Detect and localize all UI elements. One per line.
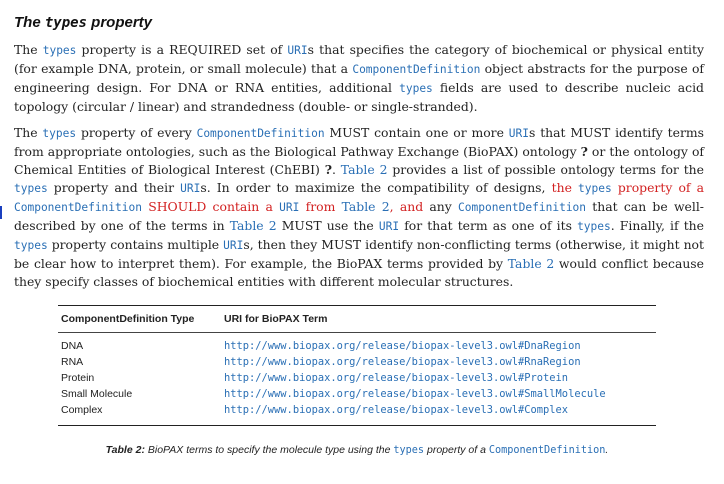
code-term: ComponentDefinition bbox=[488, 445, 606, 456]
table-2-link[interactable]: Table 2 bbox=[229, 218, 277, 233]
text-run: BioPAX terms to specify the molecule type using the bbox=[144, 444, 394, 456]
paragraph-1 bbox=[14, 41, 704, 116]
cell-uri[interactable]: http://www.biopax.org/release/biopax-level3.owl#DnaRegion bbox=[224, 340, 581, 352]
code-term: ComponentDefinition bbox=[458, 201, 587, 214]
code-term: types bbox=[399, 82, 433, 95]
cell-uri[interactable]: http://www.biopax.org/release/biopax-level3.owl#SmallMolecule bbox=[224, 388, 606, 400]
caption-label: Table 2: bbox=[105, 444, 145, 456]
text-run: ComponentDefinition bbox=[14, 201, 142, 214]
column-header-type: ComponentDefinition Type bbox=[58, 306, 221, 333]
text-run: the bbox=[551, 180, 579, 195]
table-2 bbox=[58, 305, 656, 456]
cell-type: DNA bbox=[61, 340, 84, 352]
text-run: The bbox=[14, 125, 43, 140]
biopax-terms-table bbox=[58, 305, 656, 426]
code-term: types bbox=[393, 445, 425, 456]
text-run: fields are used to describe nucleic acid topology (circular / linear) and strandedness (double- or single-stranded). bbox=[14, 80, 704, 114]
cell-uri[interactable]: http://www.biopax.org/release/biopax-level3.owl#Complex bbox=[221, 402, 656, 426]
code-term: URI bbox=[378, 220, 400, 233]
text-run: property and their bbox=[47, 180, 181, 195]
table-row bbox=[58, 402, 656, 426]
text-run: provides a list of possible ontology terms for the bbox=[387, 162, 704, 177]
section-heading bbox=[14, 14, 704, 31]
text-run: URI bbox=[279, 201, 300, 214]
text-run: property is a REQUIRED set of bbox=[76, 42, 288, 57]
table-row bbox=[58, 333, 656, 355]
text-run: property contains multiple bbox=[47, 237, 224, 252]
cell-type: Small Molecule bbox=[61, 388, 133, 400]
table-2-link[interactable]: Table 2 bbox=[341, 199, 390, 214]
cell-uri[interactable]: http://www.biopax.org/release/biopax-level3.owl#Protein bbox=[224, 372, 569, 384]
text-run: or the ontology of Chemical Entities of Biological Interest (ChEBI) bbox=[14, 144, 704, 177]
cell-type: RNA bbox=[61, 356, 84, 368]
code-term: types bbox=[42, 127, 77, 140]
text-run: SHOULD contain a bbox=[141, 199, 280, 214]
column-header-uri: URI for BioPAX Term bbox=[221, 306, 656, 333]
text-run: s that MUST identify terms from appropriate ontologies, such as the Biological Pathway Exchange (BioPAX) ontology bbox=[14, 125, 704, 159]
table-row bbox=[58, 370, 656, 386]
code-term: ComponentDefinition bbox=[196, 127, 325, 140]
code-term: URI bbox=[180, 182, 201, 195]
text-run: s. In order to maximize the compatibility of designs, bbox=[200, 180, 552, 195]
text-run: types bbox=[578, 182, 612, 195]
text-run: MUST use the bbox=[276, 218, 379, 233]
cell-uri[interactable]: http://www.biopax.org/release/biopax-level3.owl#RnaRegion bbox=[224, 356, 581, 368]
text-run: for that term as one of its bbox=[399, 218, 578, 233]
code-term: types bbox=[14, 182, 48, 195]
missing-citation[interactable]: ? bbox=[580, 144, 588, 159]
table-row bbox=[58, 354, 656, 370]
heading-code: types bbox=[44, 15, 87, 31]
heading-prefix: The bbox=[14, 14, 45, 31]
text-run: s, then they MUST identify non-conflicting terms (otherwise, it might not be clear how to interpret them). For example, the BioPAX terms provided by bbox=[14, 237, 704, 271]
heading-suffix: property bbox=[87, 14, 153, 31]
paragraph-2 bbox=[14, 124, 704, 291]
text-run: . bbox=[331, 162, 341, 177]
text-run: that can be well-described by one of the terms in bbox=[14, 199, 704, 233]
text-run: , and bbox=[389, 199, 424, 214]
text-run: property of every bbox=[76, 125, 197, 140]
code-term: URI bbox=[287, 44, 308, 57]
text-run: MUST contain one or more bbox=[324, 125, 509, 140]
table-2-link[interactable]: Table 2 bbox=[340, 162, 388, 177]
code-term: URI bbox=[223, 239, 244, 252]
text-run: any bbox=[423, 199, 459, 214]
text-run: object abstracts for the purpose of engineering design. For DNA or RNA entities, additional bbox=[14, 61, 704, 95]
text-run: property of a bbox=[611, 180, 704, 195]
text-run: would conflict because they specify classes of biochemical entities with different molecular structures. bbox=[14, 256, 704, 289]
change-bar bbox=[0, 206, 2, 219]
code-term: URI bbox=[508, 127, 529, 140]
cell-type: Protein bbox=[61, 372, 95, 384]
table-2-link[interactable]: Table 2 bbox=[507, 256, 555, 271]
missing-citation[interactable]: ? bbox=[324, 162, 332, 177]
table-header-row bbox=[58, 306, 656, 333]
table-row bbox=[58, 386, 656, 402]
table-caption bbox=[58, 444, 656, 456]
text-run: property of a bbox=[424, 444, 489, 456]
code-term: types bbox=[42, 44, 77, 57]
text-run: s that specifies the category of biochemical or physical entity (for example DNA, protein, or small molecule) that a bbox=[14, 42, 704, 76]
cell-type: Complex bbox=[58, 402, 221, 426]
code-term: ComponentDefinition bbox=[352, 63, 481, 76]
text-run: . Finally, if the bbox=[610, 218, 704, 233]
code-term: types bbox=[577, 220, 611, 233]
text-run: from bbox=[299, 199, 342, 214]
text-run: The bbox=[14, 42, 43, 57]
code-term: types bbox=[14, 239, 48, 252]
text-run: . bbox=[605, 444, 609, 456]
page bbox=[14, 14, 704, 299]
